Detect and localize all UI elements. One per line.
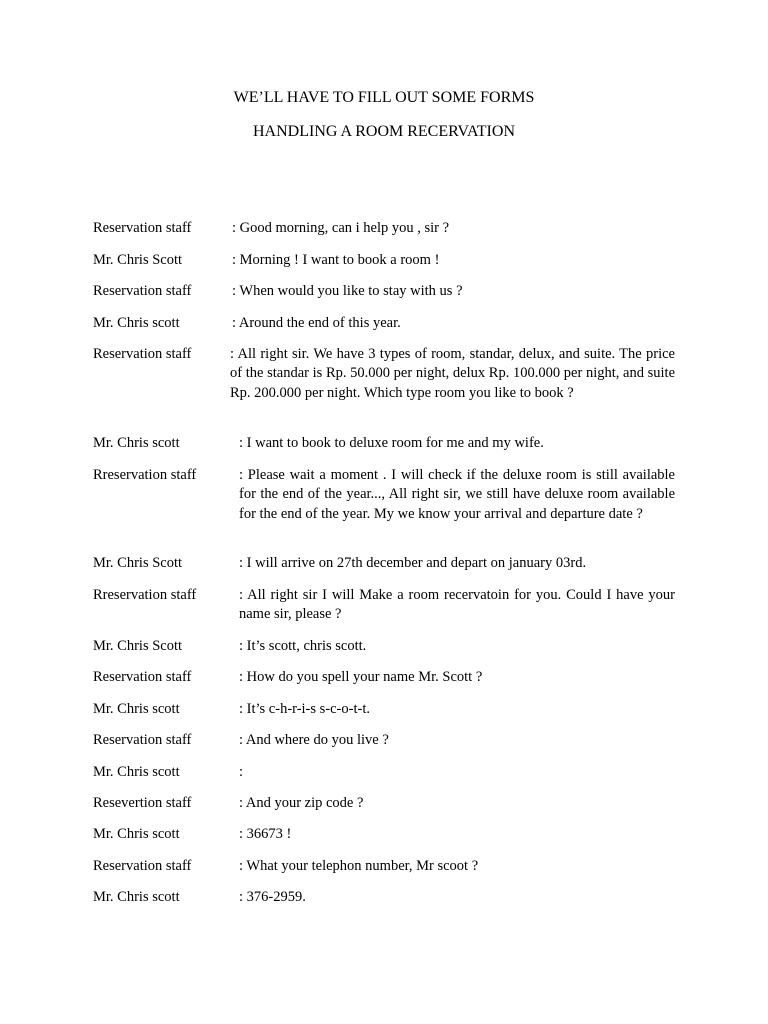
speaker-label: Resevertion staff [93,795,192,811]
dialogue-text: : And your zip code ? [239,795,364,811]
dialogue-text: : When would you like to stay with us ? [232,283,463,299]
speaker-label: Mr. Chris Scott [93,252,183,268]
dialogue-text: : It’s c-h-r-i-s s-c-o-t-t. [239,701,370,717]
dialogue-text: : 36673 ! [239,826,292,842]
speaker-label: Mr. Chris scott [93,435,180,451]
speaker-label: Rreservation staff [93,587,197,603]
dialogue-text: : What your telephon number, Mr scoot ? [239,858,479,874]
dialogue-text: : It’s scott, chris scott. [239,638,367,654]
speaker-label: Mr. Chris scott [93,889,180,905]
speaker-label: Mr. Chris Scott [93,555,183,571]
document-title: WE’LL HAVE TO FILL OUT SOME FORMS [233,89,535,106]
speaker-label: Reservation staff [93,220,192,236]
document-subtitle: HANDLING A ROOM RECERVATION [253,123,515,140]
dialogue-text: : All right sir I will Make a room recervatoin for you. Could I have your name sir, please ? [239,587,675,623]
dialogue-text: : And where do you live ? [239,732,389,748]
dialogue-text: : Morning ! I want to book a room ! [232,252,440,268]
speaker-label: Mr. Chris scott [93,701,180,717]
dialogue-text: : [239,764,244,780]
dialogue-text: : Good morning, can i help you , sir ? [232,220,450,236]
speaker-label: Reservation staff [93,669,192,685]
dialogue-text: : All right sir. We have 3 types of room, standar, delux, and suite. The price of the standar is Rp. 50.000 per night, delux Rp. 100.000 per night, and suite Rp. 200.000 per night. Which type room you like to book ? [230,346,675,401]
dialogue-text: : I will arrive on 27th december and depart on january 03rd. [239,555,587,571]
speaker-label: Rreservation staff [93,467,197,483]
speaker-label: Reservation staff [93,858,192,874]
dialogue-text: : 376-2959. [239,889,306,905]
speaker-label: Reservation staff [93,283,192,299]
speaker-label: Mr. Chris Scott [93,638,183,654]
dialogue-text: : I want to book to deluxe room for me and my wife. [239,435,544,451]
speaker-label: Mr. Chris scott [93,826,180,842]
dialogue-text: : How do you spell your name Mr. Scott ? [239,669,483,685]
dialogue-text: : Around the end of this year. [232,315,401,331]
speaker-label: Mr. Chris scott [93,315,180,331]
speaker-label: Reservation staff [93,346,192,362]
speaker-label: Reservation staff [93,732,192,748]
dialogue-text: : Please wait a moment . I will check if the deluxe room is still available for the end of the year..., All right sir, we still have deluxe room available for the end of the year. My we know your arrival and departure date ? [239,467,675,522]
speaker-label: Mr. Chris scott [93,764,180,780]
